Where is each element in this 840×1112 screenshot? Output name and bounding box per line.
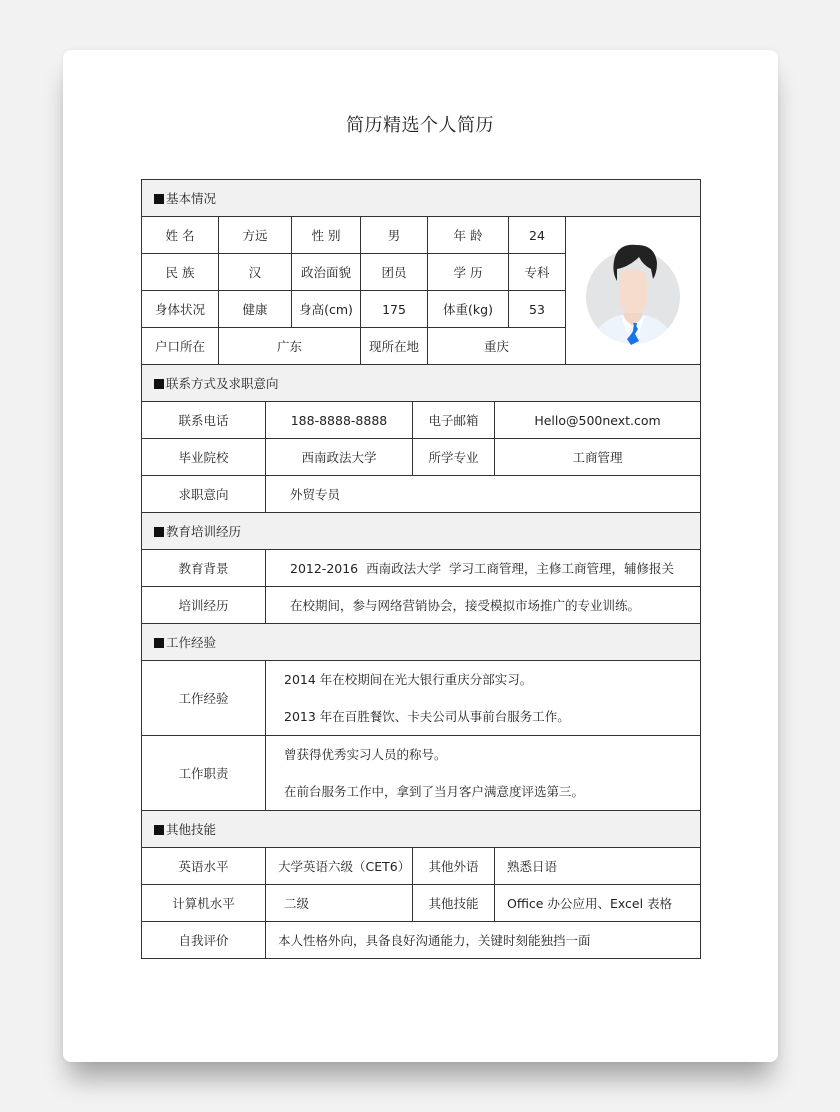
ethnicity-value: 汉 — [219, 254, 292, 291]
square-bullet-icon — [154, 194, 164, 204]
square-bullet-icon — [154, 527, 164, 537]
square-bullet-icon — [154, 638, 164, 648]
gender-label: 性 别 — [292, 217, 361, 254]
training-value: 在校期间，参与网络营销协会，接受模拟市场推广的专业训练。 — [266, 587, 701, 624]
table-row — [142, 402, 701, 439]
section-title: 教育培训经历 — [166, 524, 242, 539]
residence-label: 现所在地 — [361, 328, 428, 365]
avatar-icon — [581, 235, 685, 347]
table-row — [142, 661, 701, 736]
experience-line: 2014 年在校期间在光大银行重庆分部实习。 — [284, 672, 533, 687]
phone-value: 188-8888-8888 — [266, 402, 413, 439]
weight-label: 体重(kg) — [428, 291, 509, 328]
square-bullet-icon — [154, 825, 164, 835]
other-skill-value: Office 办公应用、Excel 表格 — [495, 885, 701, 922]
self-eval-label: 自我评价 — [142, 922, 266, 959]
square-bullet-icon — [154, 379, 164, 389]
training-label: 培训经历 — [142, 587, 266, 624]
education-label: 学 历 — [428, 254, 509, 291]
self-eval-value: 本人性格外向，具备良好沟通能力，关键时刻能独挡一面 — [266, 922, 701, 959]
height-value: 175 — [361, 291, 428, 328]
objective-value: 外贸专员 — [266, 476, 701, 513]
section-title: 其他技能 — [166, 822, 217, 837]
school-value: 西南政法大学 — [266, 439, 413, 476]
political-value: 团员 — [361, 254, 428, 291]
english-value: 大学英语六级（CET6） — [266, 848, 413, 885]
hukou-value: 广东 — [219, 328, 361, 365]
table-row — [142, 439, 701, 476]
weight-value: 53 — [509, 291, 566, 328]
section-title: 基本情况 — [166, 191, 217, 206]
email-value: Hello@500next.com — [495, 402, 701, 439]
document-title: 简历精选个人简历 — [346, 115, 494, 136]
section-header-work — [142, 624, 701, 661]
duties-label: 工作职责 — [142, 736, 266, 811]
resume-table — [141, 179, 701, 959]
other-lang-label: 其他外语 — [413, 848, 495, 885]
name-value: 方远 — [219, 217, 292, 254]
section-title: 联系方式及求职意向 — [166, 376, 279, 391]
name-label: 姓 名 — [142, 217, 219, 254]
duties-line: 在前台服务工作中，拿到了当月客户满意度评选第三。 — [284, 784, 585, 799]
section-header-education — [142, 513, 701, 550]
section-title: 工作经验 — [166, 635, 217, 650]
table-row — [142, 885, 701, 922]
background-label: 教育背景 — [142, 550, 266, 587]
background-value: 2012-2016 西南政法大学 学习工商管理，主修工商管理，辅修报关 — [266, 550, 701, 587]
section-header-basic — [142, 180, 701, 217]
other-lang-value: 熟悉日语 — [495, 848, 701, 885]
section-header-skills — [142, 811, 701, 848]
experience-line: 2013 年在百胜餐饮、卡夫公司从事前台服务工作。 — [284, 709, 570, 724]
duties-line: 曾获得优秀实习人员的称号。 — [284, 747, 447, 762]
gender-value: 男 — [361, 217, 428, 254]
table-row — [142, 217, 701, 254]
email-label: 电子邮箱 — [413, 402, 495, 439]
table-row — [142, 587, 701, 624]
table-row — [142, 736, 701, 811]
english-label: 英语水平 — [142, 848, 266, 885]
ethnicity-label: 民 族 — [142, 254, 219, 291]
political-label: 政治面貌 — [292, 254, 361, 291]
table-row — [142, 550, 701, 587]
table-row — [142, 848, 701, 885]
computer-label: 计算机水平 — [142, 885, 266, 922]
education-value: 专科 — [509, 254, 566, 291]
phone-label: 联系电话 — [142, 402, 266, 439]
health-label: 身体状况 — [142, 291, 219, 328]
other-skill-label: 其他技能 — [413, 885, 495, 922]
age-value: 24 — [509, 217, 566, 254]
age-label: 年 龄 — [428, 217, 509, 254]
hukou-label: 户口所在 — [142, 328, 219, 365]
table-row — [142, 922, 701, 959]
photo-cell — [566, 217, 701, 365]
table-row — [142, 476, 701, 513]
objective-label: 求职意向 — [142, 476, 266, 513]
major-value: 工商管理 — [495, 439, 701, 476]
experience-label: 工作经验 — [142, 661, 266, 736]
section-header-contact — [142, 365, 701, 402]
experience-value — [266, 661, 701, 736]
residence-value: 重庆 — [428, 328, 566, 365]
health-value: 健康 — [219, 291, 292, 328]
major-label: 所学专业 — [413, 439, 495, 476]
height-label: 身高(cm) — [292, 291, 361, 328]
computer-value: 二级 — [266, 885, 413, 922]
duties-value — [266, 736, 701, 811]
school-label: 毕业院校 — [142, 439, 266, 476]
